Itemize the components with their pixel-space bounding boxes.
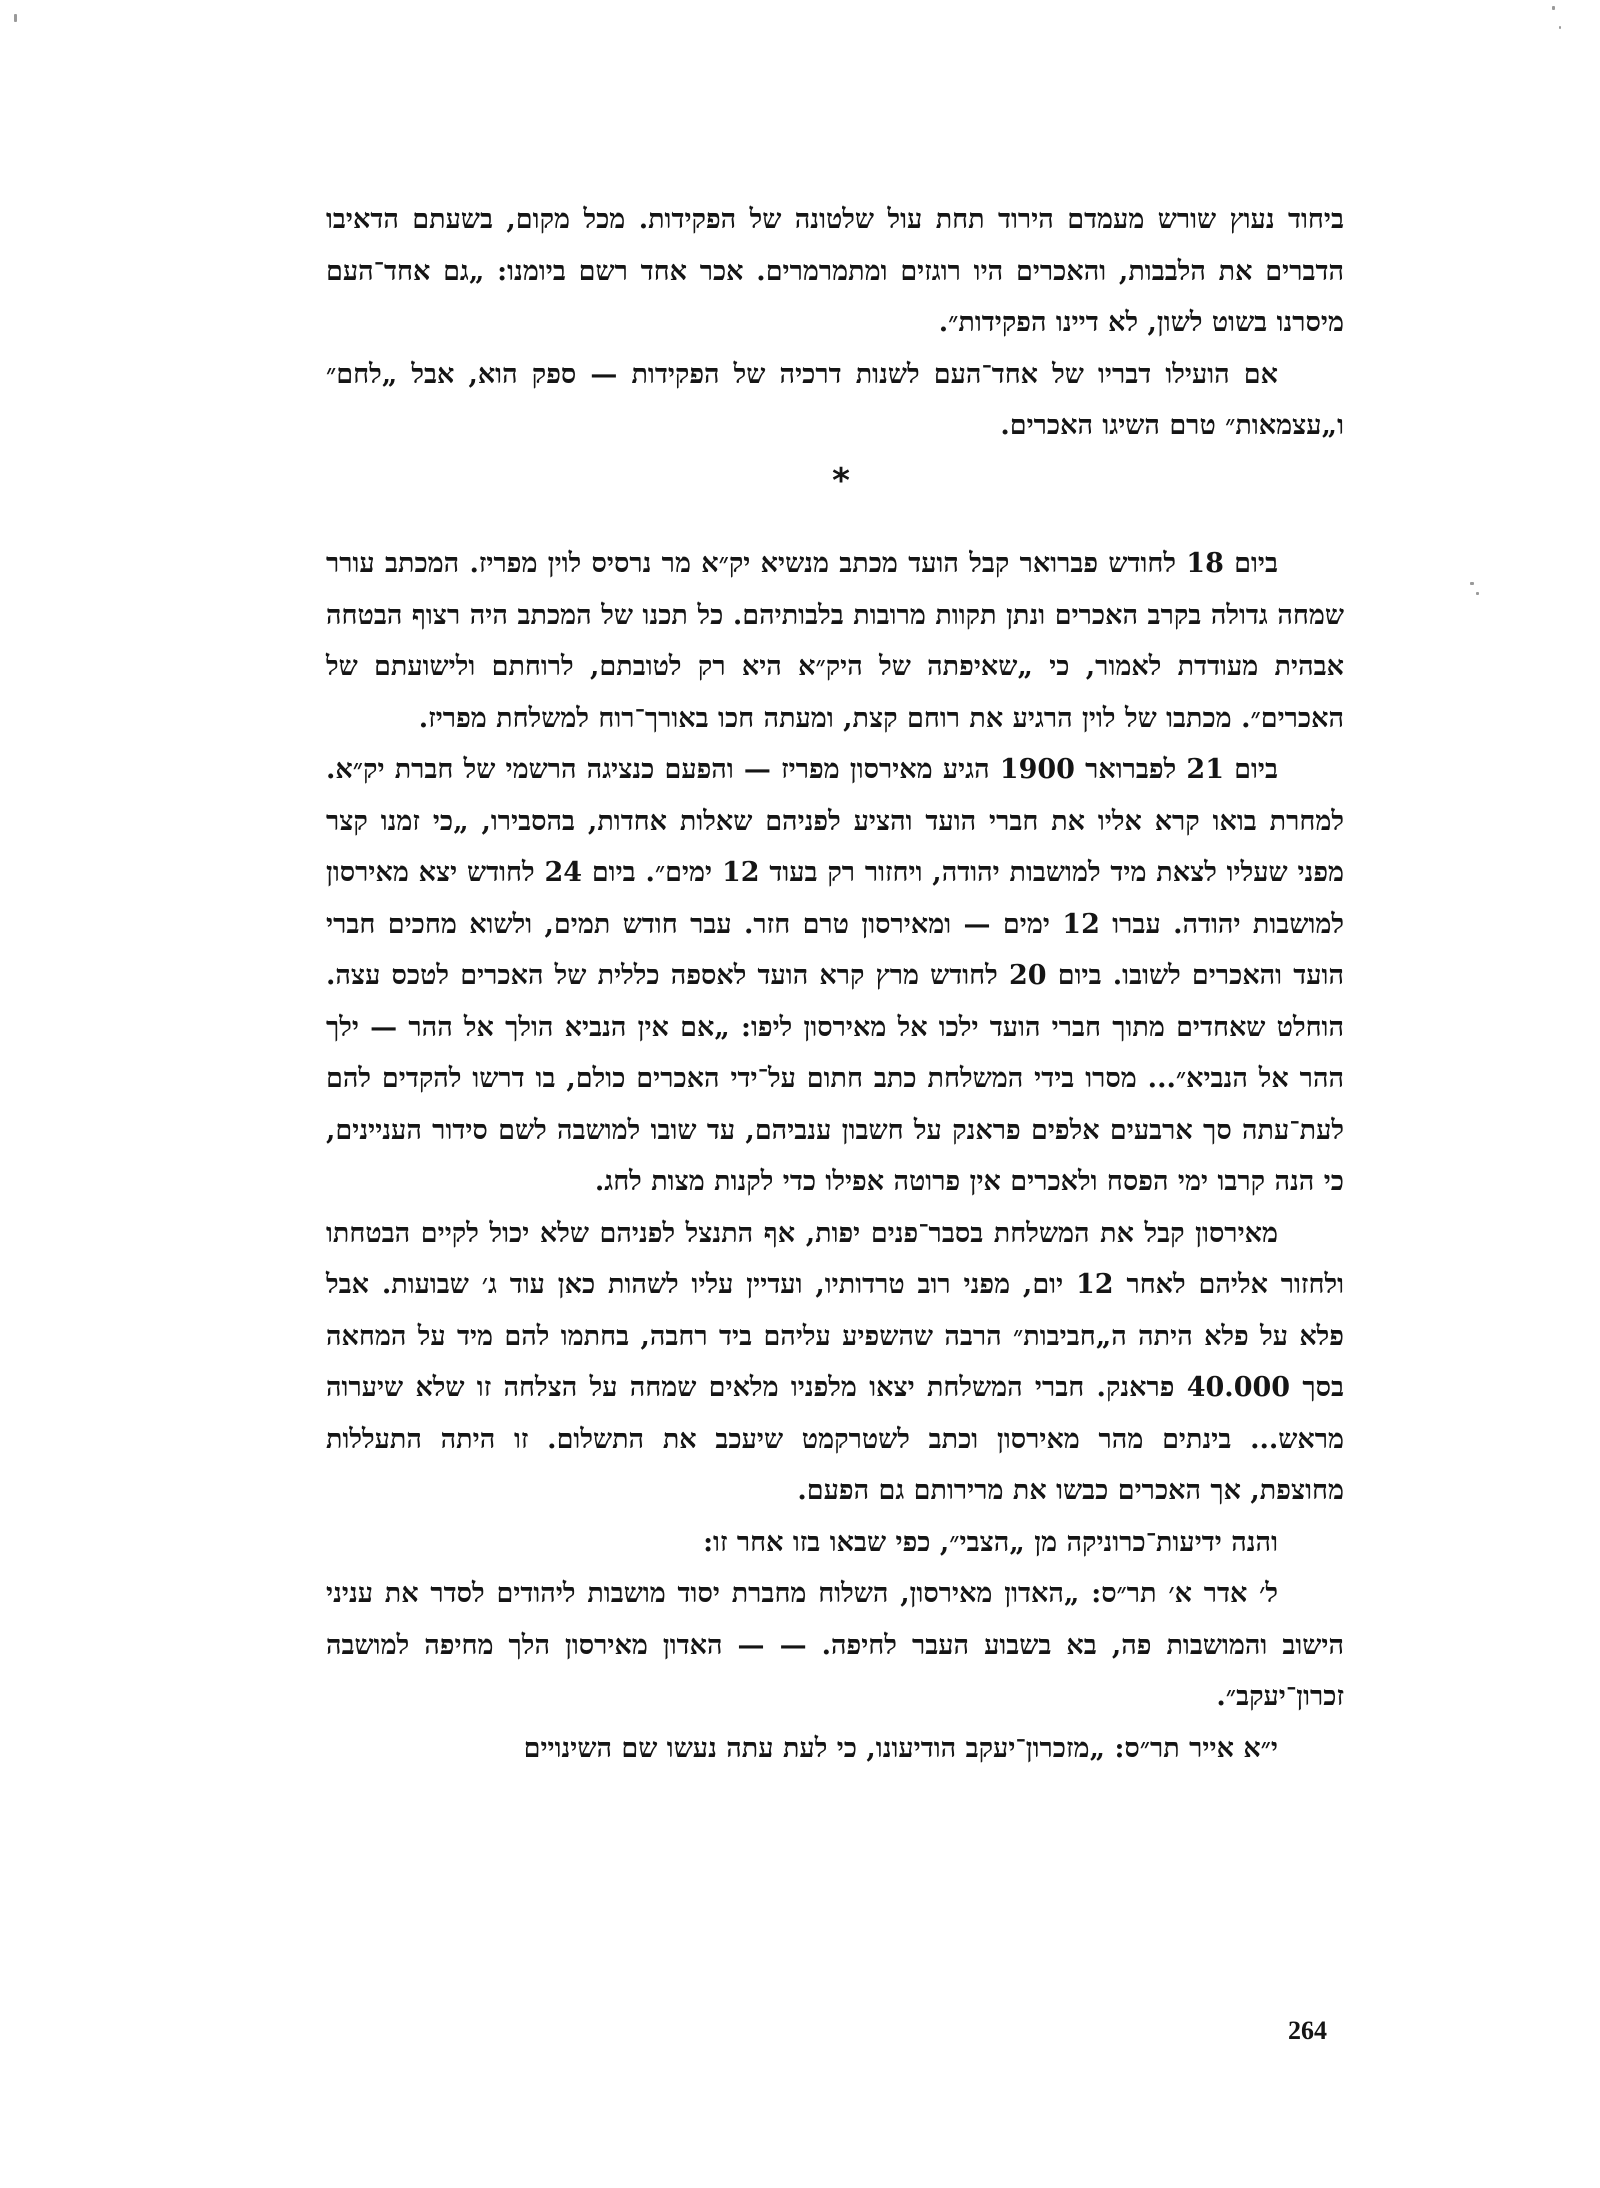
paragraph: ביום 18 לחודש פברואר קבל הועד מכתב מנשיא יק״א מר נרסיס לוין מפריז. המכתב עורר שמחה גדולה בקרב האכרים ונתן תקוות מרובות בלבותיהם. כל תכנו של המכתב היה רצוף הבטחה אבהית מעודדת לאמור, כי „שאיפתה של היק״א היא רק לטובתם, לרוחתם ולישועתם של האכרים״. מכתבו של לוין הרגיע את רוחם קצת, ומעתה חכו באורך־רוח למשלחת מפריז. [326, 548, 1344, 734]
scan-speck [1476, 592, 1479, 595]
paragraph: י״א אייר תר״ס: „מזכרון־יעקב הודיעונו, כי לעת עתה נעשו שם השינויים [523, 1732, 1278, 1764]
page-number: 264 [1288, 2016, 1327, 2045]
paragraph: ביחוד נעוץ שורש מעמדם הירוד תחת עול שלטונה של הפקידות. מכל מקום, בשעתם הדאיבו הדברים את הלבבות, והאכרים היו רוגזים ומתמרמרים. אכר אחד רשם ביומנו: „גם אחד־העם מיסרנו בשוט לשון, לא דיינו הפקידות״. [326, 204, 1344, 338]
scan-speck [1552, 6, 1555, 10]
text-section-2 [326, 538, 1344, 1774]
paragraph: והנה ידיעות־כרוניקה מן „הצבי״, כפי שבאו בזו אחר זו: [703, 1526, 1278, 1558]
paragraph: ל׳ אדר א׳ תר״ס: „האדון מאירסון, השלוח מחברת יסוד מושבות ליהודים לסדר את עניני הישוב והמושבות פה, בא בשבוע העבר לחיפה. — — האדון מאירסון הלך מחיפה למושבה זכרון־יעקב״. [326, 1578, 1344, 1712]
scan-speck [1470, 582, 1474, 585]
paragraph: מאירסון קבל את המשלחת בסבר־פנים יפות, אף התנצל לפניהם שלא יכול לקיים הבטחתו ולחזור אליהם לאחר 12 יום, מפני רוב טרדותיו, ועדיין עליו לשהות כאן עוד ג׳ שבועות. אבל פלא על פלא היתה ה„חביבות״ הרבה שהשפיע עליהם ביד רחבה, בחתמו להם מיד על המחאה בסך 40.000 פראנק. חברי המשלחת יצאו מלפניו מלאים שמחה על הצלחה זו שלא שיערוה מראש... בינתים מהר מאירסון וכתב לשטרקמט שיעכב את התשלום. זו היתה התעללות מחוצפת, אך האכרים כבשו את מרירותם גם הפעם. [326, 1217, 1344, 1506]
section-divider-asterisk: * [832, 461, 850, 501]
scan-speck [1559, 26, 1561, 29]
paragraph: ביום 21 לפברואר 1900 הגיע מאירסון מפריז — והפעם כנציגה הרשמי של חברת יק״א. למחרת בואו קרא אליו את חברי הועד והציע לפניהם שאלות אחדות, בהסבירו, „כי זמנו קצר מפני שעליו לצאת מיד למושבות יהודה, ויחזור רק בעוד 12 ימים״. ביום 24 לחודש יצא מאירסון למושבות יהודה. עברו 12 ימים — ומאירסון טרם חזר. עבר חודש תמים, ולשוא מחכים חברי הועד והאכרים לשובו. ביום 20 לחודש מרץ קרא הועד לאספה כללית של האכרים לטכס עצה. הוחלט שאחדים מתוך חברי הועד ילכו אל מאירסון ליפו: „אם אין הנביא הולך אל ההר — ילך ההר אל הנביא״... מסרו בידי המשלחת כתב חתום על־ידי האכרים כולם, בו דרשו להקדים להם לעת־עתה סך ארבעים אלפים פראנק על חשבון ענביהם, עד שובו למושבה לשם סידור העניינים, כי הנה קרבו ימי הפסח ולאכרים אין פרוטה אפילו כדי לקנות מצות לחג. [326, 754, 1345, 1197]
text-section-1 [326, 194, 1344, 452]
scan-speck [14, 14, 17, 22]
paragraph: אם הועילו דבריו של אחד־העם לשנות דרכיה של הפקידות — ספק הוא, אבל „לחם״ ו„עצמאות״ טרם השיגו האכרים. [326, 358, 1344, 441]
